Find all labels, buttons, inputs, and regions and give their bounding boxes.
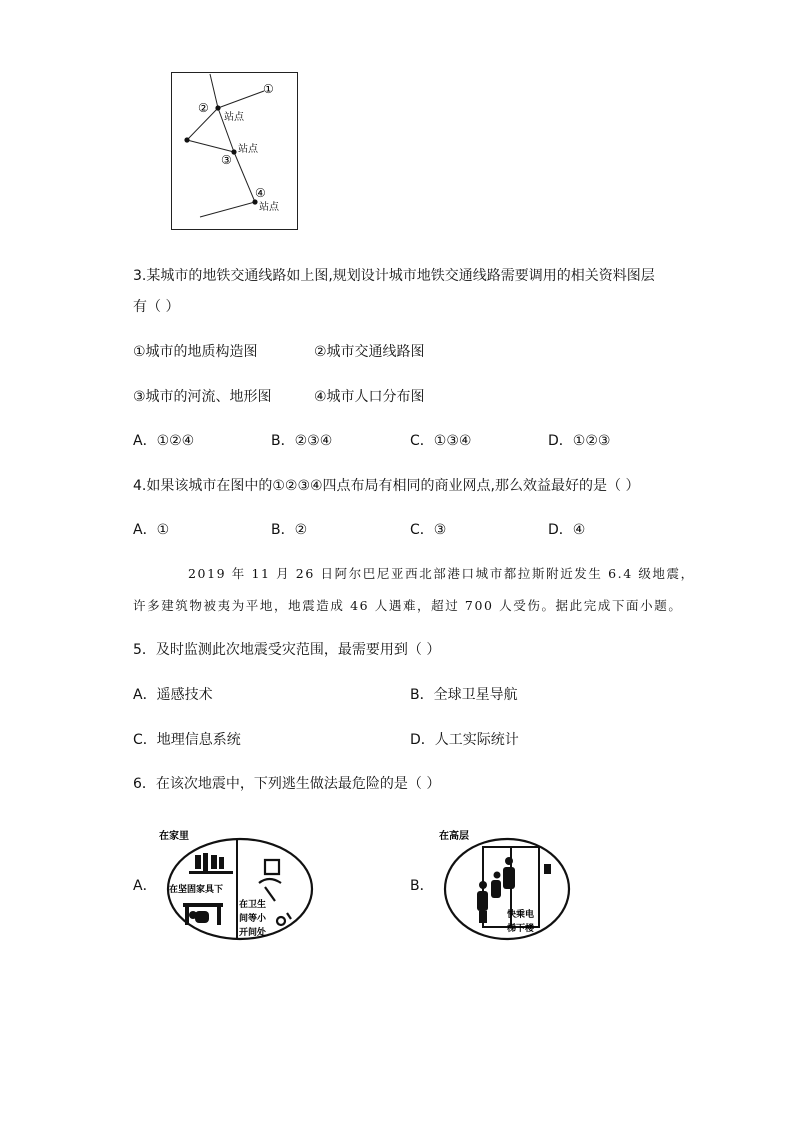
picture-a-right-text-1: 在卫生 — [239, 900, 267, 910]
q4-option-d: D．④ — [548, 522, 586, 538]
passage-line1: 2019 年 11 月 26 日阿尔巴尼亚西北部港口城市都拉斯附近发生 6.4 级地震， — [188, 566, 695, 581]
q4-stem: 4.如果该城市在图中的①②③④四点布局有相同的商业网点,那么效益最好的是（ ） — [133, 478, 640, 494]
q3-item-4: ④城市人口分布图 — [314, 389, 425, 405]
subway-map-figure — [160, 68, 310, 234]
q3-item-2: ②城市交通线路图 — [314, 344, 425, 360]
q5-option-b: B．全球卫星导航 — [410, 687, 518, 703]
picture-a-right-text-3: 开间处 — [239, 928, 267, 938]
q3-option-d: D．①②③ — [548, 433, 611, 449]
q4-option-a: A．① — [133, 522, 170, 538]
label-station: 站点 — [259, 202, 279, 213]
route-line — [210, 74, 218, 108]
picture-a-left-text: 在坚固家具下 — [169, 885, 224, 895]
route-line — [187, 140, 234, 152]
picture-at-home — [155, 825, 325, 945]
picture-b-text-1: 快乘电 — [507, 910, 535, 920]
station-dot — [231, 149, 236, 154]
q3-stem-line1: 3.某城市的地铁交通线路如上图,规划设计城市地铁交通线路需要调用的相关资料图层 — [133, 268, 655, 284]
station-dot — [252, 199, 257, 204]
picture-b-text-2: 梯下楼 — [507, 924, 535, 934]
route-line — [200, 202, 255, 217]
label-station: 站点 — [224, 112, 244, 123]
q3-stem-line2: 有（ ） — [133, 299, 180, 315]
q6-option-a-label: A． — [133, 878, 157, 894]
q3-item-1: ①城市的地质构造图 — [133, 344, 258, 360]
q5-option-c: C．地理信息系统 — [133, 732, 241, 748]
q3-option-a: A．①②④ — [133, 433, 195, 449]
route-line — [218, 91, 264, 108]
q4-option-b: B．② — [271, 522, 308, 538]
picture-a-title: 在家里 — [159, 831, 189, 842]
label-station: 站点 — [238, 144, 258, 155]
q4-option-c: C．③ — [410, 522, 447, 538]
q6-option-b-label: B． — [410, 878, 434, 894]
q3-option-c: C．①③④ — [410, 433, 472, 449]
q5-stem: 5．及时监测此次地震受灾范围，最需要用到（ ） — [133, 642, 441, 658]
q6-stem: 6．在该次地震中，下列逃生做法最危险的是（ ） — [133, 776, 441, 792]
label-circled-1: ① — [263, 82, 274, 96]
label-circled-4: ④ — [255, 186, 266, 200]
q5-option-d: D．人工实际统计 — [410, 732, 519, 748]
q5-option-a: A．遥感技术 — [133, 687, 213, 703]
station-dot — [215, 105, 220, 110]
q3-item-3: ③城市的河流、地形图 — [133, 389, 272, 405]
station-dot — [184, 137, 189, 142]
route-line — [234, 152, 255, 202]
picture-high-rise — [435, 825, 575, 945]
passage-line2: 许多建筑物被夷为平地，地震造成 46 人遇难，超过 700 人受伤。据此完成下面小题。 — [133, 598, 683, 613]
label-circled-3: ③ — [221, 153, 232, 167]
picture-a-right-text-2: 间等小 — [239, 914, 267, 924]
label-circled-2: ② — [198, 101, 209, 115]
q3-option-b: B．②③④ — [271, 433, 333, 449]
picture-b-title: 在高层 — [439, 831, 469, 842]
